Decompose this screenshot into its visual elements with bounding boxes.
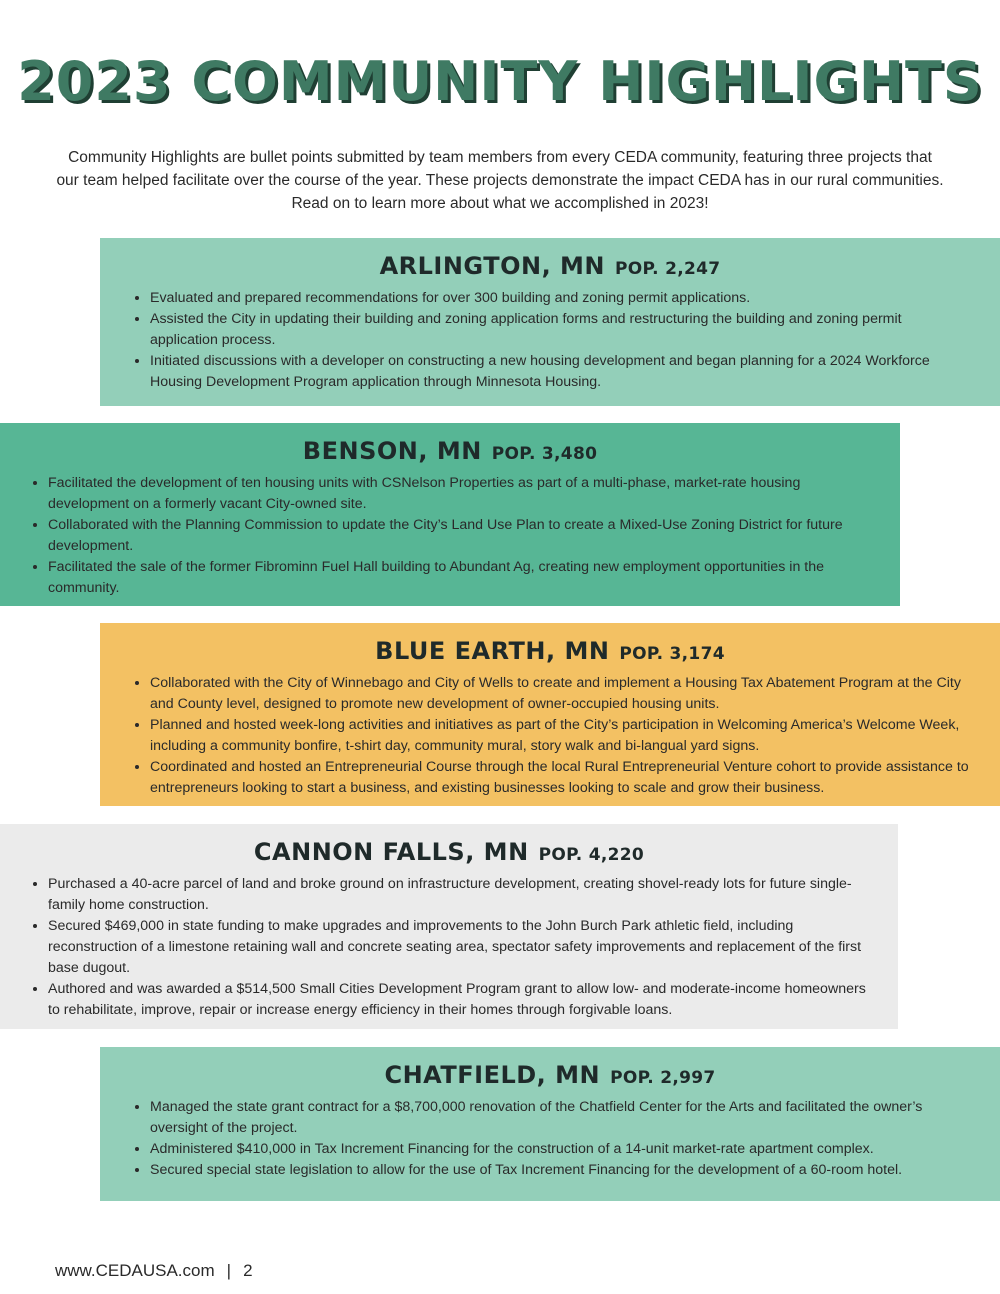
community-card-arlington: [100, 238, 1000, 406]
community-heading: [0, 437, 900, 465]
community-heading: [0, 838, 898, 866]
highlight-item: • Assisted the City in updating their building and zoning application forms and restructuring the building and zoning permit application process.: [150, 309, 970, 351]
community-card-benson: [0, 423, 900, 606]
highlight-item: • Evaluated and prepared recommendations for over 300 building and zoning permit applications.: [150, 288, 970, 309]
community-name: BLUE EARTH, MN: [375, 637, 610, 665]
community-population: POP. 2,247: [615, 259, 721, 279]
highlight-item: • Secured special state legislation to allow for the use of Tax Increment Financing for the development of a 60-room hotel.: [150, 1160, 970, 1181]
community-population: POP. 2,997: [610, 1068, 716, 1088]
page-title: 2023 COMMUNITY HIGHLIGHTS: [17, 50, 983, 113]
highlight-item: • Administered $410,000 in Tax Increment Financing for the construction of a 14-unit market-rate apartment complex.: [150, 1139, 970, 1160]
community-card-cannon-falls: [0, 824, 898, 1029]
community-name: BENSON, MN: [302, 437, 482, 465]
highlight-item: • Coordinated and hosted an Entrepreneurial Course through the local Rural Entrepreneurial Venture cohort to provide assistance to entrepreneurs looking to start a business, and existing businesses looking to scale and grow their business.: [150, 757, 970, 799]
highlight-item: • Planned and hosted week-long activities and initiatives as part of the City’s participation in Welcoming America’s Welcome Week, including a community bonfire, t-shirt day, community mural, story walk and bi-langual yard signs.: [150, 715, 970, 757]
community-card-chatfield: [100, 1047, 1000, 1201]
highlights-list: [100, 673, 1000, 799]
intro-paragraph: Community Highlights are bullet points submitted by team members from every CEDA community, featuring three projects that our team helped facilitate over the course of the year. These projects demonstrate the impact CEDA has in our rural communities. Read on to learn more about what we accomplished in 2023!: [56, 149, 944, 212]
highlight-item: • Secured $469,000 in state funding to make upgrades and improvements to the John Burch Park athletic field, including reconstruction of a limestone retaining wall and concrete seating area, spectator safety improvements and replacement of the first base dugout.: [48, 916, 868, 979]
footer-separator: |: [226, 1261, 232, 1280]
highlight-item: • Facilitated the development of ten housing units with CSNelson Properties as part of a multi-phase, market-rate housing development on a formerly vacant City-owned site.: [48, 473, 870, 515]
community-population: POP. 3,174: [619, 644, 725, 664]
page-footer: [55, 1261, 253, 1281]
community-heading: [100, 252, 1000, 280]
community-name: ARLINGTON, MN: [379, 252, 606, 280]
community-population: POP. 3,480: [491, 444, 598, 464]
highlight-item: • Collaborated with the City of Winnebago and City of Wells to create and implement a Housing Tax Abatement Program at the City and County level, designed to promote new development of owner-occupied housing units.: [150, 673, 970, 715]
highlight-item: • Authored and was awarded a $514,500 Small Cities Development Program grant to allow low- and moderate-income homeowners to rehabilitate, improve, repair or increase energy efficiency in their homes through forgivable loans.: [48, 979, 868, 1021]
highlights-list: [0, 874, 898, 1021]
highlight-item: • Collaborated with the Planning Commission to update the City’s Land Use Plan to create a Mixed-Use Zoning District for future development.: [48, 515, 870, 557]
page-number: 2: [243, 1261, 253, 1280]
highlights-list: [0, 473, 900, 599]
highlights-list: [100, 1097, 1000, 1181]
community-name: CANNON FALLS, MN: [253, 838, 529, 866]
community-heading: [100, 637, 1000, 665]
community-name: CHATFIELD, MN: [384, 1061, 601, 1089]
highlight-item: • Facilitated the sale of the former Fibrominn Fuel Hall building to Abundant Ag, creating new employment opportunities in the community.: [48, 557, 870, 599]
community-population: POP. 4,220: [538, 845, 645, 865]
highlight-item: • Initiated discussions with a developer on constructing a new housing development and began planning for a 2024 Workforce Housing Development Program application through Minnesota Housing.: [150, 351, 970, 393]
community-heading: [100, 1061, 1000, 1089]
community-card-blue-earth: [100, 623, 1000, 806]
highlights-list: [100, 288, 1000, 393]
highlight-item: • Managed the state grant contract for a $8,700,000 renovation of the Chatfield Center for the Arts and facilitated the owner’s oversight of the project.: [150, 1097, 970, 1139]
website-link[interactable]: www.CEDAUSA.com: [55, 1261, 215, 1280]
highlight-item: • Purchased a 40-acre parcel of land and broke ground on infrastructure development, creating shovel-ready lots for future single-family home construction.: [48, 874, 868, 916]
